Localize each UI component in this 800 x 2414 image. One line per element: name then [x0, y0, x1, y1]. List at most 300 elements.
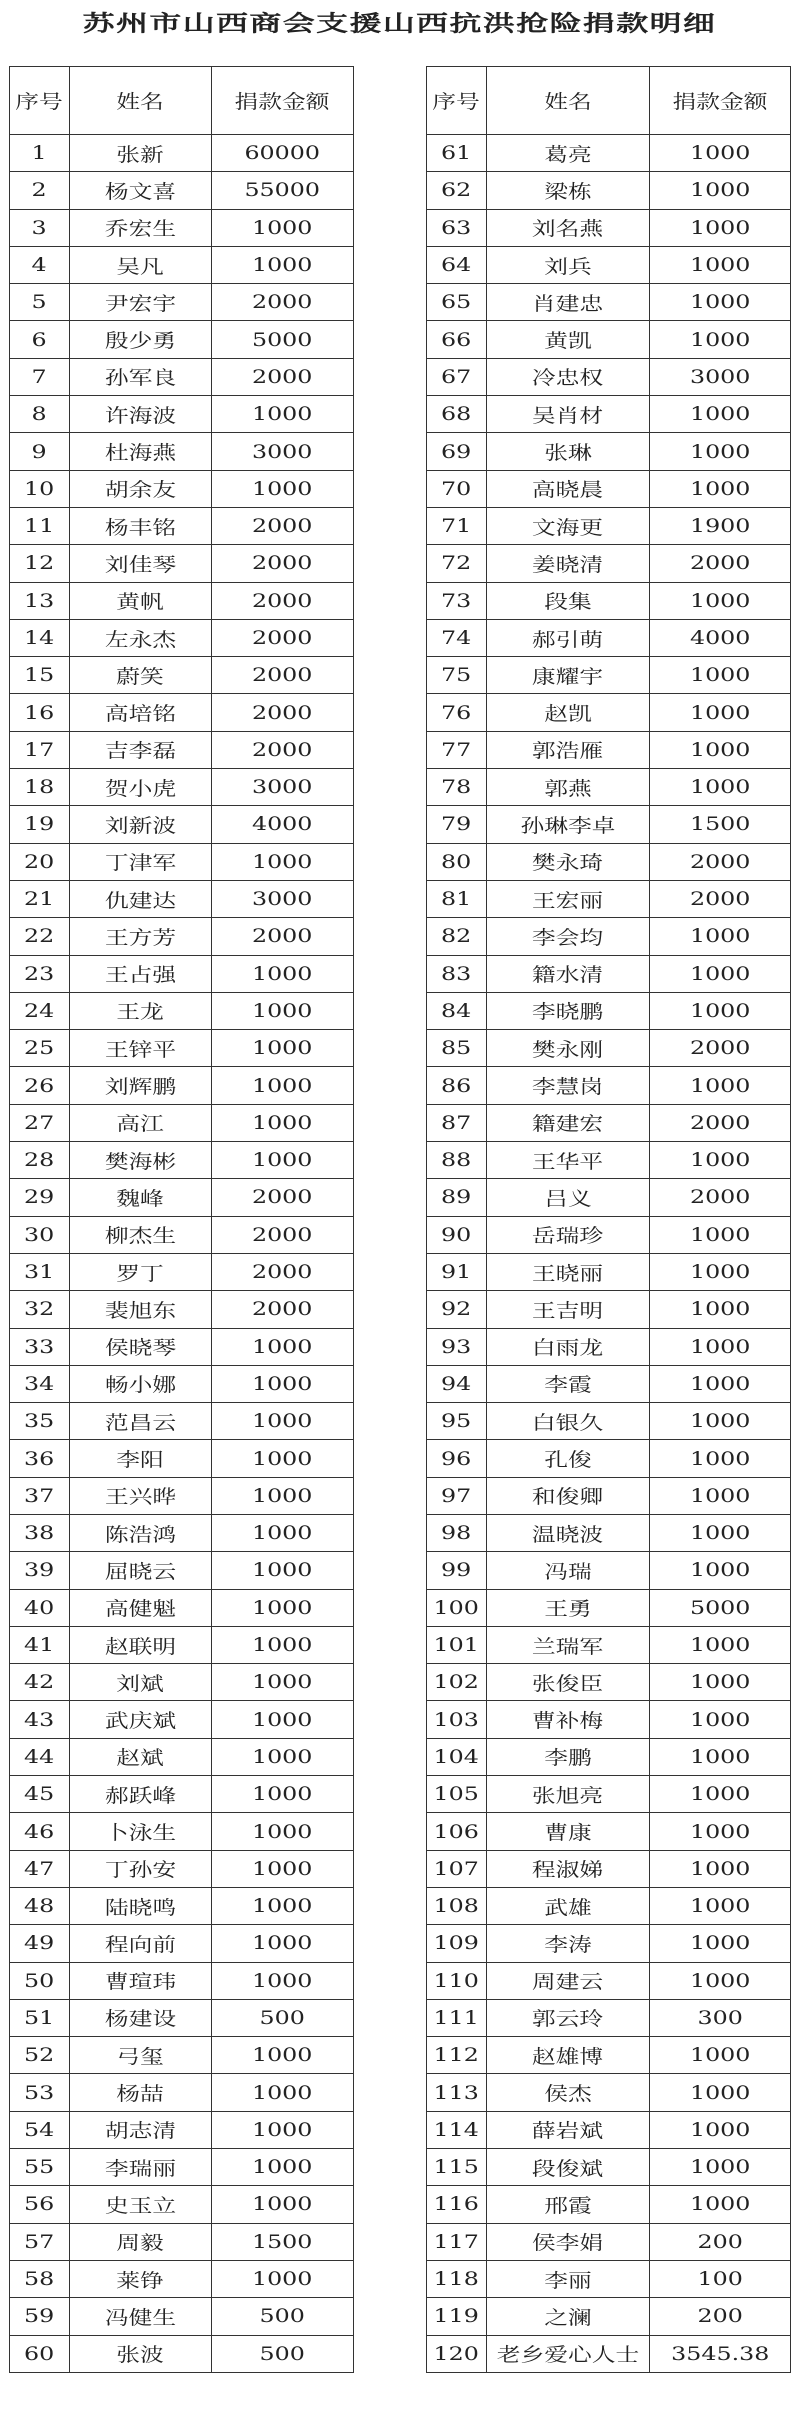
cell-name: 赵凯: [487, 694, 650, 731]
cell-serial: 114: [427, 2111, 487, 2148]
table-row: [427, 955, 791, 992]
table-row: [10, 1552, 354, 1589]
table-row: [10, 321, 354, 358]
cell-amount: 2000: [212, 731, 354, 768]
cell-name: 段集: [487, 582, 650, 619]
table-row: [427, 1179, 791, 1216]
table-row: [427, 507, 791, 544]
table-row: [10, 135, 354, 172]
table-row: [10, 1813, 354, 1850]
table-row: [427, 1738, 791, 1775]
cell-serial: 9: [10, 433, 70, 470]
cell-serial: 90: [427, 1216, 487, 1253]
cell-serial: 62: [427, 172, 487, 209]
cell-serial: 49: [10, 1925, 70, 1962]
table-row: [10, 1962, 354, 1999]
cell-serial: 110: [427, 1962, 487, 1999]
cell-serial: 115: [427, 2149, 487, 2186]
cell-name: 畅小娜: [70, 1365, 212, 1402]
cell-name: 罗丁: [70, 1253, 212, 1290]
cell-name: 刘辉鹏: [70, 1067, 212, 1104]
cell-name: 杨丰铭: [70, 507, 212, 544]
cell-name: 卜泳生: [70, 1813, 212, 1850]
table-row: [427, 321, 791, 358]
cell-amount: 1000: [650, 582, 791, 619]
table-row: [427, 396, 791, 433]
table-row: [10, 1216, 354, 1253]
cell-amount: 1000: [650, 2111, 791, 2148]
cell-amount: 2000: [212, 284, 354, 321]
cell-name: 王勇: [487, 1589, 650, 1626]
table-row: [427, 1664, 791, 1701]
table-row: [10, 2260, 354, 2297]
cell-name: 姜晓清: [487, 545, 650, 582]
cell-amount: 1000: [650, 135, 791, 172]
cell-name: 郝跃峰: [70, 1776, 212, 1813]
cell-name: 高健魁: [70, 1589, 212, 1626]
cell-name: 杨建设: [70, 1999, 212, 2036]
cell-serial: 116: [427, 2186, 487, 2223]
cell-name: 刘兵: [487, 246, 650, 283]
cell-amount: 2000: [212, 545, 354, 582]
cell-serial: 30: [10, 1216, 70, 1253]
table-row: [427, 433, 791, 470]
cell-name: 侯杰: [487, 2074, 650, 2111]
cell-serial: 50: [10, 1962, 70, 1999]
cell-name: 王方芳: [70, 918, 212, 955]
cell-serial: 35: [10, 1403, 70, 1440]
table-row: [10, 955, 354, 992]
cell-amount: 1000: [212, 1552, 354, 1589]
cell-name: 程向前: [70, 1925, 212, 1962]
table-row: [10, 433, 354, 470]
table-row: [10, 172, 354, 209]
table-row: [427, 1291, 791, 1328]
cell-amount: 1000: [650, 2037, 791, 2074]
table-row: [427, 1552, 791, 1589]
cell-amount: 1000: [650, 2149, 791, 2186]
table-row: [10, 1589, 354, 1626]
cell-amount: 2000: [212, 1216, 354, 1253]
cell-serial: 120: [427, 2335, 487, 2372]
table-row: [427, 992, 791, 1029]
cell-serial: 21: [10, 880, 70, 917]
cell-name: 魏峰: [70, 1179, 212, 1216]
cell-name: 吴肖材: [487, 396, 650, 433]
cell-name: 蔚笑: [70, 657, 212, 694]
table-row: [427, 284, 791, 321]
cell-amount: 4000: [650, 619, 791, 656]
cell-amount: 1900: [650, 507, 791, 544]
cell-amount: 1000: [212, 1403, 354, 1440]
cell-name: 葛亮: [487, 135, 650, 172]
cell-serial: 47: [10, 1850, 70, 1887]
cell-amount: 1000: [212, 2111, 354, 2148]
cell-name: 白银久: [487, 1403, 650, 1440]
cell-amount: 1000: [650, 2074, 791, 2111]
table-row: [10, 1104, 354, 1141]
cell-name: 老乡爱心人士: [487, 2335, 650, 2372]
cell-serial: 98: [427, 1514, 487, 1551]
table-row: [427, 1887, 791, 1924]
cell-serial: 83: [427, 955, 487, 992]
cell-amount: 1000: [650, 918, 791, 955]
cell-name: 仇建达: [70, 880, 212, 917]
cell-serial: 104: [427, 1738, 487, 1775]
cell-name: 张新: [70, 135, 212, 172]
cell-name: 刘新波: [70, 806, 212, 843]
cell-name: 胡余友: [70, 470, 212, 507]
table-row: [10, 769, 354, 806]
cell-serial: 39: [10, 1552, 70, 1589]
cell-name: 王晓丽: [487, 1253, 650, 1290]
table-row: [427, 1701, 791, 1738]
cell-serial: 4: [10, 246, 70, 283]
cell-serial: 1: [10, 135, 70, 172]
table-row: [427, 731, 791, 768]
cell-amount: 1000: [212, 1589, 354, 1626]
cell-amount: 1000: [650, 1067, 791, 1104]
cell-name: 赵斌: [70, 1738, 212, 1775]
table-row: [427, 1216, 791, 1253]
cell-serial: 63: [427, 209, 487, 246]
cell-amount: 1000: [650, 1216, 791, 1253]
cell-name: 之澜: [487, 2298, 650, 2335]
cell-name: 王锌平: [70, 1030, 212, 1067]
cell-amount: 1000: [650, 992, 791, 1029]
table-row: [10, 1887, 354, 1924]
cell-serial: 72: [427, 545, 487, 582]
table-row: [10, 1030, 354, 1067]
cell-amount: 1000: [650, 1850, 791, 1887]
cell-amount: 4000: [212, 806, 354, 843]
cell-amount: 2000: [650, 545, 791, 582]
table-row: [10, 731, 354, 768]
cell-amount: 1000: [650, 1738, 791, 1775]
cell-serial: 20: [10, 843, 70, 880]
cell-amount: 1000: [650, 1813, 791, 1850]
cell-name: 曹瑄玮: [70, 1962, 212, 1999]
table-row: [10, 843, 354, 880]
cell-amount: 1000: [212, 1701, 354, 1738]
cell-name: 史玉立: [70, 2186, 212, 2223]
cell-serial: 57: [10, 2223, 70, 2260]
cell-serial: 58: [10, 2260, 70, 2297]
cell-amount: 2000: [212, 507, 354, 544]
cell-serial: 23: [10, 955, 70, 992]
cell-amount: 1000: [650, 657, 791, 694]
cell-name: 杨文喜: [70, 172, 212, 209]
cell-serial: 69: [427, 433, 487, 470]
cell-amount: 1000: [650, 1552, 791, 1589]
cell-serial: 3: [10, 209, 70, 246]
cell-name: 周毅: [70, 2223, 212, 2260]
cell-serial: 96: [427, 1440, 487, 1477]
table-row: [427, 619, 791, 656]
table-row: [427, 1813, 791, 1850]
cell-name: 裴旭东: [70, 1291, 212, 1328]
cell-serial: 22: [10, 918, 70, 955]
table-row: [10, 1403, 354, 1440]
cell-name: 兰瑞军: [487, 1626, 650, 1663]
cell-amount: 1000: [650, 1664, 791, 1701]
table-row: [10, 507, 354, 544]
table-row: [427, 1365, 791, 1402]
cell-name: 范昌云: [70, 1403, 212, 1440]
table-row: [427, 1253, 791, 1290]
cell-amount: 1000: [650, 2186, 791, 2223]
cell-name: 王占强: [70, 955, 212, 992]
cell-name: 程淑娣: [487, 1850, 650, 1887]
cell-serial: 117: [427, 2223, 487, 2260]
cell-name: 陈浩鸿: [70, 1514, 212, 1551]
table-row: [427, 1850, 791, 1887]
table-row: [427, 2111, 791, 2148]
cell-serial: 89: [427, 1179, 487, 1216]
cell-amount: 1000: [212, 1142, 354, 1179]
table-row: [427, 135, 791, 172]
cell-serial: 60: [10, 2335, 70, 2372]
table-row: [10, 918, 354, 955]
cell-name: 胡志清: [70, 2111, 212, 2148]
header-name: 姓名: [487, 67, 650, 135]
cell-name: 尹宏宇: [70, 284, 212, 321]
cell-name: 赵联明: [70, 1626, 212, 1663]
cell-serial: 65: [427, 284, 487, 321]
cell-serial: 29: [10, 1179, 70, 1216]
table-row: [10, 694, 354, 731]
cell-serial: 12: [10, 545, 70, 582]
cell-serial: 55: [10, 2149, 70, 2186]
cell-serial: 105: [427, 1776, 487, 1813]
table-row: [10, 1328, 354, 1365]
table-row: [427, 1626, 791, 1663]
cell-amount: 1000: [650, 1626, 791, 1663]
cell-serial: 8: [10, 396, 70, 433]
cell-name: 丁孙安: [70, 1850, 212, 1887]
cell-amount: 1000: [650, 246, 791, 283]
cell-amount: 1000: [212, 1925, 354, 1962]
cell-serial: 97: [427, 1477, 487, 1514]
cell-amount: 1000: [212, 1365, 354, 1402]
cell-name: 李丽: [487, 2260, 650, 2297]
table-row: [427, 582, 791, 619]
cell-name: 温晓波: [487, 1514, 650, 1551]
table-row: [10, 1850, 354, 1887]
cell-serial: 43: [10, 1701, 70, 1738]
cell-amount: 2000: [212, 619, 354, 656]
cell-name: 王吉明: [487, 1291, 650, 1328]
cell-serial: 13: [10, 582, 70, 619]
cell-name: 白雨龙: [487, 1328, 650, 1365]
cell-name: 刘斌: [70, 1664, 212, 1701]
cell-serial: 112: [427, 2037, 487, 2074]
cell-amount: 5000: [212, 321, 354, 358]
table-row: [10, 1776, 354, 1813]
cell-amount: 3000: [212, 880, 354, 917]
cell-serial: 48: [10, 1887, 70, 1924]
table-row: [427, 2260, 791, 2297]
cell-amount: 60000: [212, 135, 354, 172]
cell-amount: 1000: [212, 1626, 354, 1663]
table-row: [427, 1962, 791, 1999]
cell-name: 冯健生: [70, 2298, 212, 2335]
table-row: [10, 1514, 354, 1551]
cell-name: 刘名燕: [487, 209, 650, 246]
cell-amount: 1000: [650, 284, 791, 321]
cell-name: 吕义: [487, 1179, 650, 1216]
header-serial: 序号: [427, 67, 487, 135]
cell-amount: 1000: [650, 1887, 791, 1924]
cell-amount: 1000: [212, 843, 354, 880]
cell-name: 肖建忠: [487, 284, 650, 321]
cell-name: 屈晓云: [70, 1552, 212, 1589]
cell-serial: 52: [10, 2037, 70, 2074]
cell-name: 许海波: [70, 396, 212, 433]
cell-amount: 2000: [212, 694, 354, 731]
cell-amount: 1000: [650, 731, 791, 768]
cell-name: 李霞: [487, 1365, 650, 1402]
cell-amount: 1000: [650, 955, 791, 992]
table-row: [427, 2074, 791, 2111]
cell-serial: 67: [427, 358, 487, 395]
table-row: [427, 880, 791, 917]
cell-name: 贺小虎: [70, 769, 212, 806]
table-row: [427, 545, 791, 582]
table-row: [10, 1253, 354, 1290]
cell-name: 王龙: [70, 992, 212, 1029]
table-row: [10, 209, 354, 246]
cell-serial: 31: [10, 1253, 70, 1290]
cell-serial: 71: [427, 507, 487, 544]
cell-serial: 17: [10, 731, 70, 768]
cell-amount: 1500: [212, 2223, 354, 2260]
cell-name: 郭燕: [487, 769, 650, 806]
table-row: [10, 1365, 354, 1402]
table-header-row: [10, 67, 354, 135]
cell-name: 黄凯: [487, 321, 650, 358]
page-title: 苏州市山西商会支援山西抗洪抢险捐款明细: [83, 11, 717, 37]
table-row: [10, 1664, 354, 1701]
table-row: [427, 1142, 791, 1179]
cell-name: 张旭亮: [487, 1776, 650, 1813]
cell-name: 左永杰: [70, 619, 212, 656]
table-row: [427, 1403, 791, 1440]
cell-name: 张琳: [487, 433, 650, 470]
cell-serial: 103: [427, 1701, 487, 1738]
cell-amount: 1000: [650, 1962, 791, 1999]
cell-amount: 1000: [212, 1440, 354, 1477]
cell-amount: 1000: [212, 1962, 354, 1999]
cell-amount: 2000: [650, 843, 791, 880]
cell-serial: 94: [427, 1365, 487, 1402]
cell-serial: 42: [10, 1664, 70, 1701]
cell-name: 梁栋: [487, 172, 650, 209]
header-amount: 捐款金额: [650, 67, 791, 135]
cell-name: 黄帆: [70, 582, 212, 619]
table-row: [427, 1440, 791, 1477]
cell-amount: 1000: [212, 1104, 354, 1141]
cell-amount: 500: [212, 1999, 354, 2036]
cell-serial: 16: [10, 694, 70, 731]
cell-name: 段俊斌: [487, 2149, 650, 2186]
table-row: [10, 2111, 354, 2148]
cell-amount: 1000: [650, 694, 791, 731]
cell-name: 孙琳李卓: [487, 806, 650, 843]
table-row: [427, 694, 791, 731]
header-name: 姓名: [70, 67, 212, 135]
cell-name: 孔俊: [487, 1440, 650, 1477]
table-row: [427, 2298, 791, 2335]
cell-amount: 1000: [212, 396, 354, 433]
cell-serial: 2: [10, 172, 70, 209]
cell-name: 李会均: [487, 918, 650, 955]
cell-name: 张波: [70, 2335, 212, 2372]
cell-amount: 2000: [212, 582, 354, 619]
cell-name: 曹康: [487, 1813, 650, 1850]
cell-serial: 19: [10, 806, 70, 843]
table-row: [427, 1477, 791, 1514]
cell-serial: 44: [10, 1738, 70, 1775]
table-row: [427, 1589, 791, 1626]
cell-name: 丁津军: [70, 843, 212, 880]
cell-name: 孙军良: [70, 358, 212, 395]
table-row: [10, 1477, 354, 1514]
table-row: [10, 2298, 354, 2335]
cell-serial: 27: [10, 1104, 70, 1141]
cell-serial: 18: [10, 769, 70, 806]
cell-serial: 53: [10, 2074, 70, 2111]
cell-amount: 200: [650, 2298, 791, 2335]
table-row: [427, 657, 791, 694]
cell-amount: 200: [650, 2223, 791, 2260]
cell-serial: 37: [10, 1477, 70, 1514]
table-row: [427, 2149, 791, 2186]
cell-serial: 40: [10, 1589, 70, 1626]
cell-serial: 64: [427, 246, 487, 283]
cell-name: 王华平: [487, 1142, 650, 1179]
cell-amount: 1000: [650, 1440, 791, 1477]
cell-serial: 51: [10, 1999, 70, 2036]
cell-serial: 109: [427, 1925, 487, 1962]
cell-amount: 1000: [212, 246, 354, 283]
cell-amount: 100: [650, 2260, 791, 2297]
cell-serial: 38: [10, 1514, 70, 1551]
cell-amount: 1000: [212, 209, 354, 246]
table-row: [10, 1067, 354, 1104]
cell-amount: 2000: [650, 1104, 791, 1141]
header-serial: 序号: [10, 67, 70, 135]
cell-serial: 32: [10, 1291, 70, 1328]
cell-serial: 81: [427, 880, 487, 917]
cell-name: 弓玺: [70, 2037, 212, 2074]
cell-serial: 34: [10, 1365, 70, 1402]
cell-serial: 6: [10, 321, 70, 358]
cell-serial: 28: [10, 1142, 70, 1179]
cell-amount: 500: [212, 2335, 354, 2372]
cell-serial: 85: [427, 1030, 487, 1067]
cell-amount: 3000: [650, 358, 791, 395]
cell-name: 薛岩斌: [487, 2111, 650, 2148]
table-row: [10, 1291, 354, 1328]
cell-amount: 55000: [212, 172, 354, 209]
cell-name: 殷少勇: [70, 321, 212, 358]
cell-name: 李涛: [487, 1925, 650, 1962]
cell-serial: 113: [427, 2074, 487, 2111]
donation-table-left: [9, 66, 354, 2373]
cell-amount: 1000: [212, 1067, 354, 1104]
cell-serial: 10: [10, 470, 70, 507]
